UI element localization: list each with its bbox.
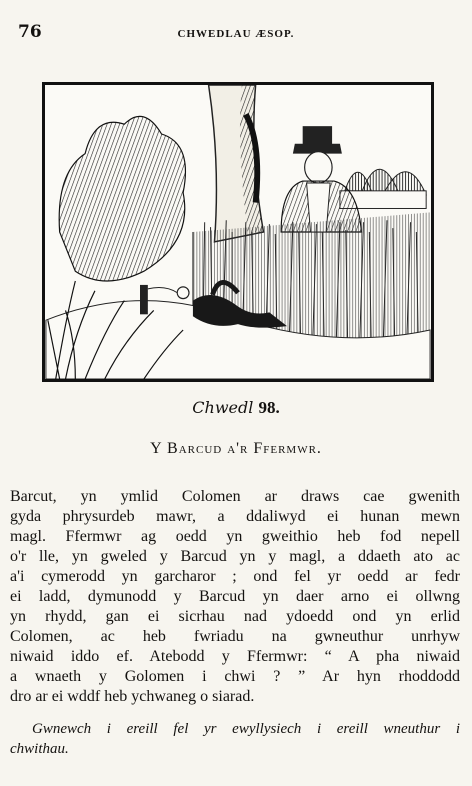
fable-caption xyxy=(0,398,472,418)
fable-line: ei ladd, dymunodd y Barcud yn daer arno ei ollwng xyxy=(10,588,460,605)
fable-line: Colomen, ac heb fwriadu na gwneuthur unrhyw xyxy=(10,628,460,645)
caption-number: 98. xyxy=(258,398,280,417)
fable-title: Y Barcud a'r Ffermwr. xyxy=(150,440,322,457)
fable-line: o'r lle, yn gweled y Barcud yn y magl, a ddaeth ato ac xyxy=(10,548,460,565)
page-number: 76 xyxy=(18,22,42,42)
fable-line: a wnaeth y Golomen i chwi ? ” Ar hyn rhoddodd xyxy=(10,668,460,685)
fable-illustration xyxy=(42,82,434,382)
fable-line: gyda phrysurdeb mawr, a ddaliwyd ei hunan mewn xyxy=(10,508,460,525)
fable-line: a'i cymerodd yn garcharor ; ond fel yr oedd ar fedr xyxy=(10,568,460,585)
caption-label: Chwedl xyxy=(192,398,254,417)
fable-line: magl. Ffermwr ag oedd yn gweithio heb fod nepell xyxy=(10,528,460,545)
moral-line: chwithau. xyxy=(10,741,69,757)
fable-line: Barcut, yn ymlid Colomen ar draws cae gwenith xyxy=(10,488,460,505)
fable-line: niwaid iddo ef. Atebodd y Ffermwr: “ A pha niwaid xyxy=(10,648,460,665)
fable-line: dro ar ei wddf heb ychwaneg o siarad. xyxy=(10,688,255,705)
fable-moral xyxy=(10,719,460,759)
running-head: CHWEDLAU ÆSOP. xyxy=(177,28,295,40)
moral-line: Gwnewch i ereill fel yr ewyllysiech i ereill wneuthur i xyxy=(32,721,460,737)
fable-line: yn rhydd, gan ei sicrhau nad ydoedd ond yn erlid xyxy=(10,608,460,625)
fable-body xyxy=(10,487,460,707)
